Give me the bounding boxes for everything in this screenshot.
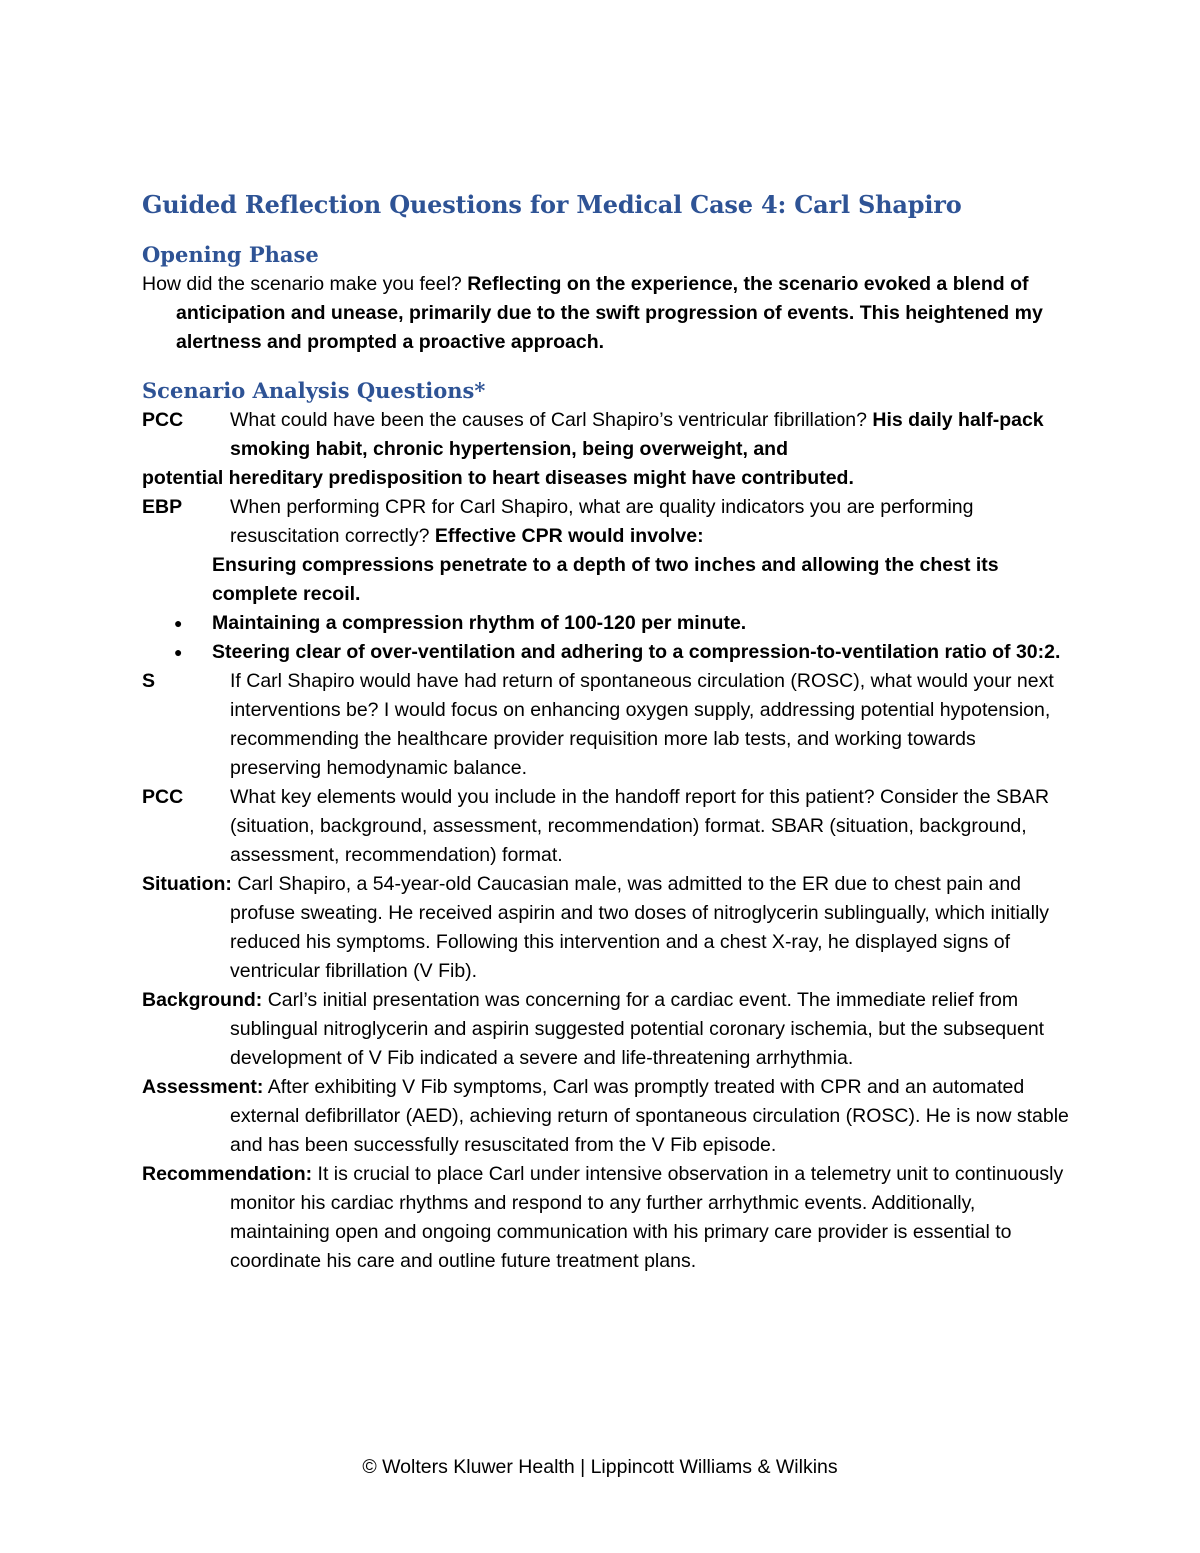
sbar-situation-text: Carl Shapiro, a 54-year-old Caucasian male, was admitted to the ER due to chest pain and profuse sweating. He received aspirin and two doses of nitroglycerin sublingually, which initially reduced his symptoms. Following this intervention and a chest X-ray, he displayed signs of ventricular fibrillation (V Fib). xyxy=(230,873,1050,982)
cpr-indicator-1: Ensuring compressions penetrate to a depth of two inches and allowing the chest its complete recoil. xyxy=(212,554,999,605)
question-1-answer: His daily half-pack smoking habit, chronic hypertension, being overweight, and xyxy=(230,409,1044,460)
question-1 xyxy=(142,406,1072,464)
opening-answer: Reflecting on the experience, the scenario evoked a blend of anticipation and unease, primarily due to the swift progression of events. This heightened my alertness and prompted a proactive approach. xyxy=(176,273,1043,353)
sbar-assessment-text: After exhibiting V Fib symptoms, Carl was promptly treated with CPR and an automated external defibrillator (AED), achieving return of spontaneous circulation (ROSC). He is now stable and has been successfully resuscitated from the V Fib episode. xyxy=(230,1076,1069,1156)
sbar-recommendation-text: It is crucial to place Carl under intensive observation in a telemetry unit to continuously monitor his cardiac rhythms and respond to any further arrhythmic events. Additionally, maintaining open and ongoing communication with his primary care provider is essential to coordinate his care and outline future treatment plans. xyxy=(230,1163,1064,1272)
question-1-tag: PCC xyxy=(142,409,184,431)
question-3-tag: S xyxy=(142,670,156,692)
cpr-indicator-2: ● Maintaining a compression rhythm of 100-120 per minute. xyxy=(212,609,1072,638)
opening-phase-section xyxy=(142,270,1072,357)
question-3-text: If Carl Shapiro would have had return of spontaneous circulation (ROSC), what would your next interventions be? I would focus on enhancing oxygen supply, addressing potential hypotension, recommending the healthcare provider requisition more lab tests, and working towards preserving hemodynamic balance. xyxy=(230,670,1054,779)
question-3 xyxy=(142,667,1072,783)
question-4 xyxy=(142,783,1072,870)
question-2-tag: EBP xyxy=(142,496,183,518)
cpr-indicator-list xyxy=(142,609,1072,667)
sbar-recommendation-label: Recommendation: xyxy=(142,1163,313,1185)
opening-question: How did the scenario make you feel? xyxy=(142,273,462,295)
sbar-background-label: Background: xyxy=(142,989,263,1011)
question-2-text: When performing CPR for Carl Shapiro, what are quality indicators you are performing resuscitation correctly? xyxy=(230,496,974,547)
sbar-background-text: Carl’s initial presentation was concerning for a cardiac event. The immediate relief from sublingual nitroglycerin and aspirin suggested potential coronary ischemia, but the subsequent development of V Fib indicated a severe and life-threatening arrhythmia. xyxy=(230,989,1045,1069)
sbar-situation xyxy=(142,870,1072,986)
question-4-tag: PCC xyxy=(142,786,184,808)
question-2-answer-intro: Effective CPR would involve: xyxy=(434,525,704,547)
scenario-analysis-section xyxy=(142,406,1072,1276)
sbar-assessment-label: Assessment: xyxy=(142,1076,264,1098)
question-1-answer-continued: potential hereditary predisposition to heart diseases might have contributed. xyxy=(142,467,854,489)
opening-question-paragraph xyxy=(142,270,1072,357)
copyright-footer: © Wolters Kluwer Health | Lippincott Williams & Wilkins xyxy=(362,1456,838,1478)
sbar-recommendation xyxy=(142,1160,1072,1276)
sbar-situation-label: Situation: xyxy=(142,873,232,895)
question-2 xyxy=(142,493,1072,551)
sbar-background xyxy=(142,986,1072,1073)
scenario-analysis-heading: Scenario Analysis Questions* xyxy=(142,378,486,403)
document-title: Guided Reflection Questions for Medical Case 4: Carl Shapiro xyxy=(142,190,962,219)
cpr-indicator-3: ● Steering clear of over-ventilation and adhering to a compression-to-ventilation ratio of 30:2. xyxy=(212,638,1072,667)
sbar-assessment xyxy=(142,1073,1072,1160)
question-1-text: What could have been the causes of Carl Shapiro’s ventricular fibrillation? xyxy=(230,409,867,431)
question-4-text: What key elements would you include in the handoff report for this patient? Consider the SBAR (situation, background, assessment, recommendation) format. SBAR (situation, background, assessment, recommendation) format. xyxy=(230,786,1050,866)
opening-phase-heading: Opening Phase xyxy=(142,242,319,267)
